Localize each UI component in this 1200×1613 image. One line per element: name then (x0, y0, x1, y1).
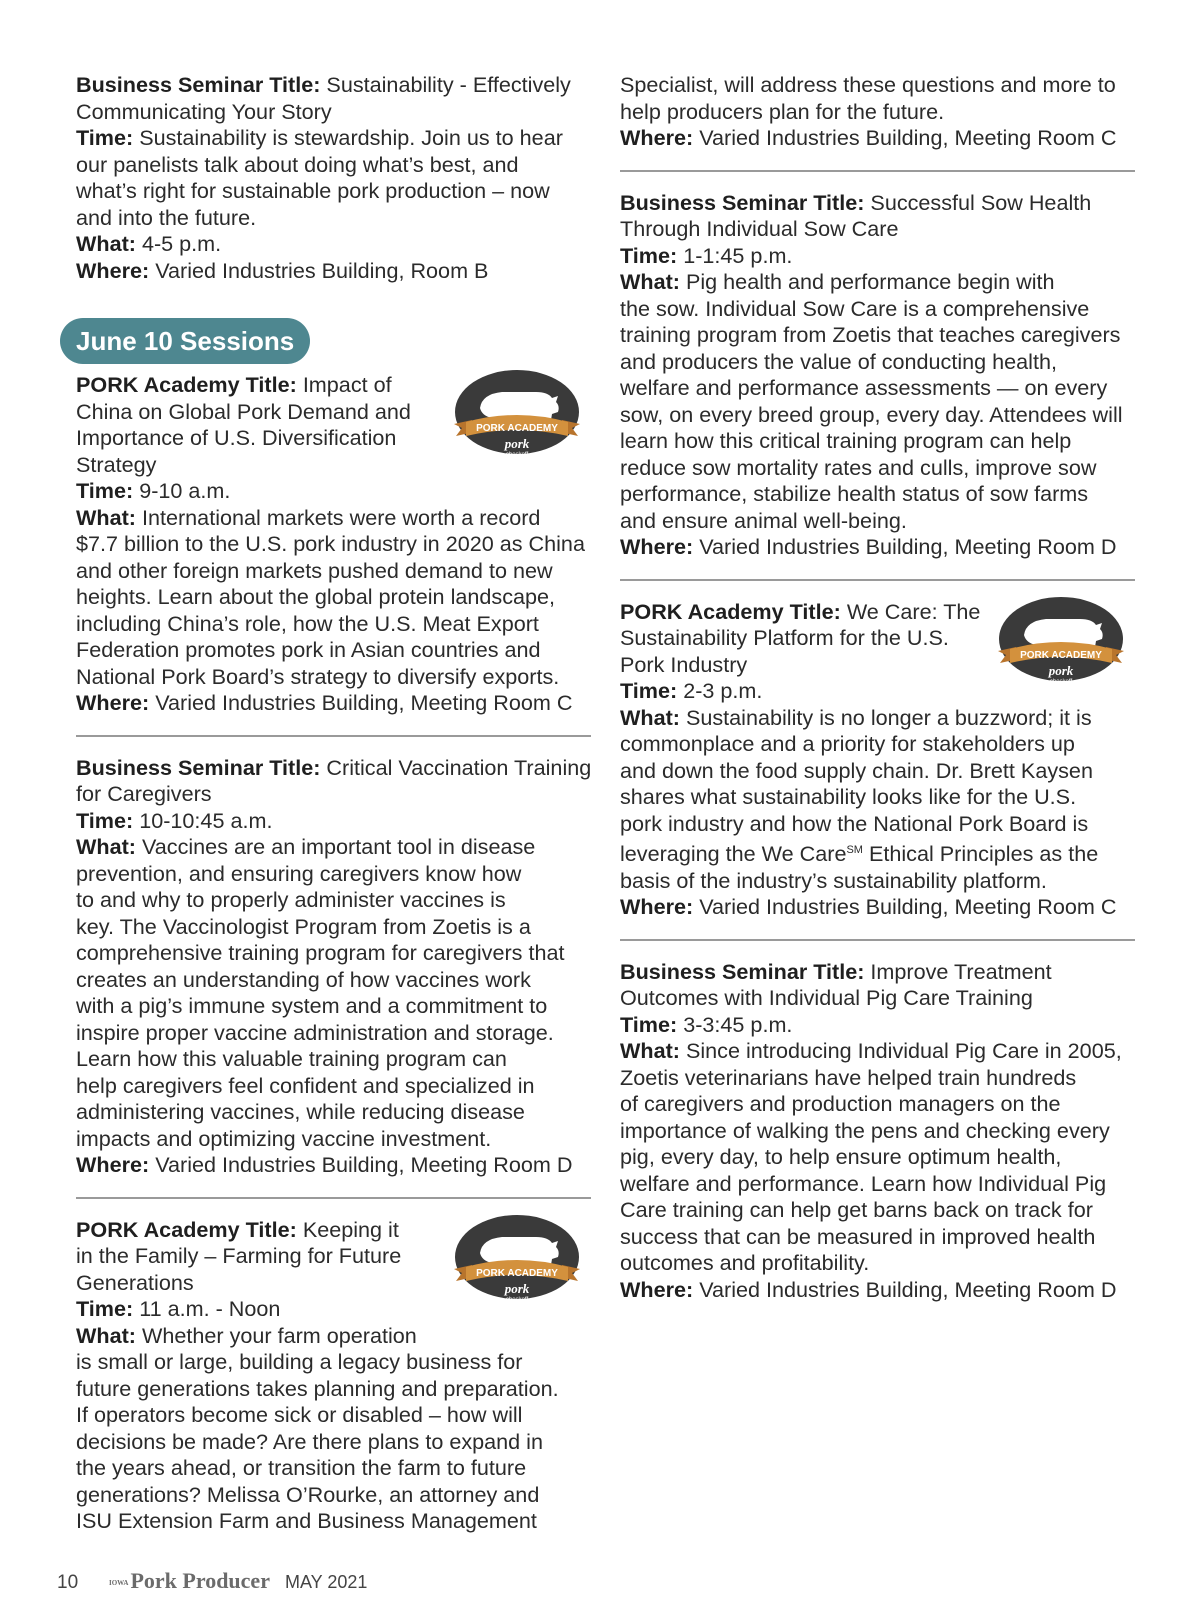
issue-date: MAY 2021 (285, 1572, 368, 1592)
session-where: Where: Varied Industries Building, Meeting Room D (620, 1276, 1117, 1302)
session-title-line: Communicating Your Story (76, 98, 332, 124)
session-what-line: with a pig’s immune system and a commitment to (76, 993, 548, 1018)
session-where: Where: Varied Industries Building, Meeting Room D (620, 534, 1117, 559)
session-what-line: heights. Learn about the global protein landscape, (76, 584, 556, 609)
business-label: Business Seminar Title: (76, 754, 321, 780)
session-time: Time: 3-3:45 p.m. (620, 1011, 793, 1037)
session-we-care (620, 599, 1135, 921)
publication-prefix: IOWA (109, 1578, 129, 1587)
time-label: Time: (76, 1296, 134, 1321)
session-what-line: shares what sustainability looks like for the U.S. (620, 784, 1077, 809)
where-label: Where: (76, 690, 150, 715)
session-what-line: prevention, and ensuring caregivers know how (76, 860, 522, 886)
what-label: What: (620, 269, 680, 294)
session-time: Time: 1-1:45 p.m. (620, 242, 793, 268)
session-title-line: PORK Academy Title: Keeping it (76, 1216, 399, 1242)
logo-checkoff-sub: checkoff (505, 452, 529, 458)
session-divider (76, 735, 591, 737)
session-title-line: PORK Academy Title: Impact of (76, 372, 392, 397)
logo-banner-text: PORK ACADEMY (476, 423, 558, 434)
logo-checkoff-word: pork (504, 436, 530, 451)
time-label: Time: (620, 242, 678, 268)
where-label: Where: (76, 257, 150, 283)
session-divider (620, 579, 1135, 581)
session-time: Time: 2-3 p.m. (620, 678, 763, 703)
session-what-line: Care training can help get barns back on track for (620, 1197, 1093, 1223)
session-time: Time: 10-10:45 a.m. (76, 807, 273, 833)
session-what-line: creates an understanding of how vaccines work (76, 966, 531, 992)
session-what-line: training program from Zoetis that teaches caregivers (620, 322, 1121, 347)
session-title-line: for Caregivers (76, 781, 212, 806)
session-what-line: the sow. Individual Sow Care is a comprehensive (620, 295, 1090, 321)
logo-checkoff-word: pork (1048, 662, 1074, 678)
session-what-line: administering vaccines, while reducing disease (76, 1099, 525, 1124)
session-time-line: our panelists talk about doing what’s best, and (76, 151, 519, 177)
session-title-line: Importance of U.S. Diversification (76, 425, 397, 450)
session-time-line: and into the future. (76, 204, 257, 230)
session-title-line: Generations (76, 1269, 194, 1295)
session-what-line: future generations takes planning and preparation. (76, 1375, 559, 1401)
session-what-line: $7.7 billion to the U.S. pork industry in 2020 as China (76, 531, 585, 556)
what-label: What: (76, 504, 136, 530)
session-what-line: leveraging the We Care℠ Ethical Principles as the (620, 841, 1099, 867)
business-label: Business Seminar Title: (620, 189, 865, 215)
session-what-line: inspire proper vaccine administration and storage. (76, 1019, 554, 1045)
session-what-line: decisions be made? Are there plans to expand in (76, 1428, 543, 1454)
logo-checkoff-sub: checkoff (505, 1296, 529, 1303)
what-label: What: (620, 704, 680, 730)
session-title-line: Business Seminar Title: Improve Treatment (620, 958, 1052, 984)
left-column (76, 72, 591, 1535)
session-what-line: comprehensive training program for caregivers that (76, 940, 565, 965)
time-label: Time: (76, 478, 134, 503)
where-label: Where: (620, 125, 694, 150)
business-label: Business Seminar Title: (76, 72, 321, 97)
time-label: Time: (620, 1011, 678, 1037)
session-title-line: PORK Academy Title: We Care: The (620, 598, 981, 624)
time-label: Time: (620, 678, 678, 703)
session-what-line: reduce sow mortality rates and culls, improve sow (620, 454, 1097, 480)
pork-academy-label: PORK Academy Title: (76, 372, 297, 397)
session-where: Where: Varied Industries Building, Meeting Room D (76, 1152, 573, 1177)
pork-academy-logo-graphic (452, 1213, 582, 1309)
session-title-line: Through Individual Sow Care (620, 216, 899, 241)
session-what-line: ISU Extension Farm and Business Management (76, 1508, 537, 1533)
pork-academy-label: PORK Academy Title: (76, 1216, 297, 1242)
pork-academy-label: PORK Academy Title: (620, 598, 841, 624)
session-time: Time: 11 a.m. - Noon (76, 1296, 281, 1321)
session-what-line: welfare and performance assessments — on every (620, 375, 1108, 400)
right-column (620, 72, 1135, 1303)
session-what-line: Federation promotes pork in Asian countries and (76, 637, 541, 662)
what-label: What: (620, 1038, 680, 1064)
session-what-line: Learn how this valuable training program can (76, 1046, 507, 1071)
session-title-line: China on Global Pork Demand and (76, 398, 411, 424)
session-what-line: What: Pig health and performance begin with (620, 269, 1055, 294)
session-what-line: welfare and performance. Learn how Individual Pig (620, 1170, 1107, 1196)
session-what-line: and other foreign markets pushed demand to new (76, 557, 553, 583)
session-what-line: is small or large, building a legacy business for (76, 1349, 523, 1374)
session-title-line: Strategy (76, 451, 157, 477)
session-what-line: If operators become sick or disabled – how will (76, 1402, 523, 1427)
session-what-line: pork industry and how the National Pork Board is (620, 810, 1089, 836)
session-where: Where: Varied Industries Building, Meeting Room C (620, 894, 1117, 920)
session-title-line: in the Family – Farming for Future (76, 1243, 402, 1268)
publication-name: Pork Producer (130, 1568, 270, 1593)
session-what-line: What: Vaccines are an important tool in disease (76, 834, 536, 859)
session-what-line: to and why to properly administer vaccines is (76, 887, 506, 912)
session-china-pork-demand (76, 372, 591, 717)
session-what-line: learn how this critical training program can help (620, 428, 1072, 453)
service-mark: SM (846, 844, 863, 856)
session-what-line: What: Sustainability is no longer a buzzword; it is (620, 704, 1092, 730)
session-what-line: What: International markets were worth a record (76, 504, 541, 530)
session-what: What: 4-5 p.m. (76, 231, 222, 256)
session-sustainability (76, 72, 591, 284)
logo-banner-text: PORK ACADEMY (476, 1267, 558, 1279)
session-title-line: Outcomes with Individual Pig Care Training (620, 985, 1033, 1011)
pork-academy-logo-graphic (996, 595, 1126, 691)
session-what-line: the years ahead, or transition the farm to future (76, 1455, 527, 1480)
session-where: Where: Varied Industries Building, Meeting Room C (76, 690, 573, 715)
continued-text-line: Specialist, will address these questions and more to (620, 72, 1116, 97)
what-label: What: (76, 231, 136, 256)
session-what-line: What: Whether your farm operation (76, 1322, 417, 1348)
session-where: Where: Varied Industries Building, Meeting Room C (620, 125, 1117, 150)
session-vaccination-training (76, 755, 591, 1179)
session-time: Time: 9-10 a.m. (76, 478, 231, 503)
session-title-line: Business Seminar Title: Critical Vaccination Training (76, 754, 592, 780)
session-what-line: What: Since introducing Individual Pig Care in 2005, (620, 1038, 1122, 1064)
session-what-line: Zoetis veterinarians have helped train hundreds (620, 1064, 1077, 1090)
session-title-line: Business Seminar Title: Sustainability - Effectively (76, 72, 571, 97)
what-label: What: (76, 1322, 136, 1348)
pork-academy-logo (452, 1213, 582, 1309)
where-label: Where: (620, 894, 694, 920)
session-what-line: sow, on every breed group, every day. Attendees will (620, 401, 1123, 427)
session-what-line: basis of the industry’s sustainability platform. (620, 867, 1047, 893)
session-what-line: key. The Vaccinologist Program from Zoetis is a (76, 913, 531, 939)
session-what-line: success that can be measured in improved health (620, 1223, 1096, 1249)
session-what-line: importance of walking the pens and checking every (620, 1117, 1110, 1143)
time-label: Time: (76, 125, 134, 150)
pork-academy-logo-graphic (452, 368, 582, 464)
pork-academy-logo (452, 368, 582, 464)
where-label: Where: (76, 1152, 150, 1177)
session-divider (620, 939, 1135, 941)
session-what-line: commonplace and a priority for stakeholders up (620, 731, 1075, 756)
session-what-line: impacts and optimizing vaccine investment. (76, 1125, 492, 1151)
session-divider (620, 170, 1135, 172)
session-what-line: including China’s role, how the U.S. Meat Export (76, 610, 539, 636)
session-time-line: what’s right for sustainable pork production – now (76, 178, 550, 203)
session-time-line: Time: Sustainability is stewardship. Join us to hear (76, 125, 563, 150)
continued-text-line: help producers plan for the future. (620, 98, 945, 124)
logo-checkoff-word: pork (504, 1280, 530, 1296)
session-what-line: help caregivers feel confident and specialized in (76, 1072, 535, 1098)
session-divider (76, 1197, 591, 1199)
section-heading-june-10: June 10 Sessions (60, 318, 310, 364)
session-title-line: Pork Industry (620, 651, 748, 677)
session-what-line: pig, every day, to help ensure optimum health, (620, 1144, 1062, 1170)
session-title-line: Business Seminar Title: Successful Sow Health (620, 189, 1092, 215)
logo-checkoff-sub: checkoff (1049, 678, 1073, 685)
time-label: Time: (76, 807, 134, 833)
session-where: Where: Varied Industries Building, Room B (76, 257, 489, 283)
session-individual-pig-care (620, 959, 1135, 1304)
session-what-line: generations? Melissa O’Rourke, an attorney and (76, 1481, 540, 1507)
pork-academy-logo (996, 595, 1126, 691)
session-what-line: of caregivers and production managers on the (620, 1091, 1061, 1117)
business-label: Business Seminar Title: (620, 958, 865, 984)
session-what-line: and down the food supply chain. Dr. Brett Kaysen (620, 757, 1093, 783)
session-what-line: National Pork Board’s strategy to diversify exports. (76, 663, 560, 689)
session-title-line: Sustainability Platform for the U.S. (620, 625, 949, 650)
session-what-line: outcomes and profitability. (620, 1250, 870, 1276)
what-label: What: (76, 834, 136, 859)
publication-logo (109, 1568, 270, 1594)
page-number: 10 (57, 1572, 79, 1593)
session-what-line: and ensure animal well-being. (620, 507, 907, 533)
session-what-line: and producers the value of conducting health, (620, 348, 1057, 374)
logo-banner-text: PORK ACADEMY (1020, 649, 1102, 661)
session-sow-health (620, 190, 1135, 561)
session-continuation (620, 72, 1135, 152)
where-label: Where: (620, 534, 694, 559)
session-keeping-it-in-family (76, 1217, 591, 1535)
where-label: Where: (620, 1276, 694, 1302)
session-what-line: performance, stabilize health status of sow farms (620, 481, 1089, 506)
